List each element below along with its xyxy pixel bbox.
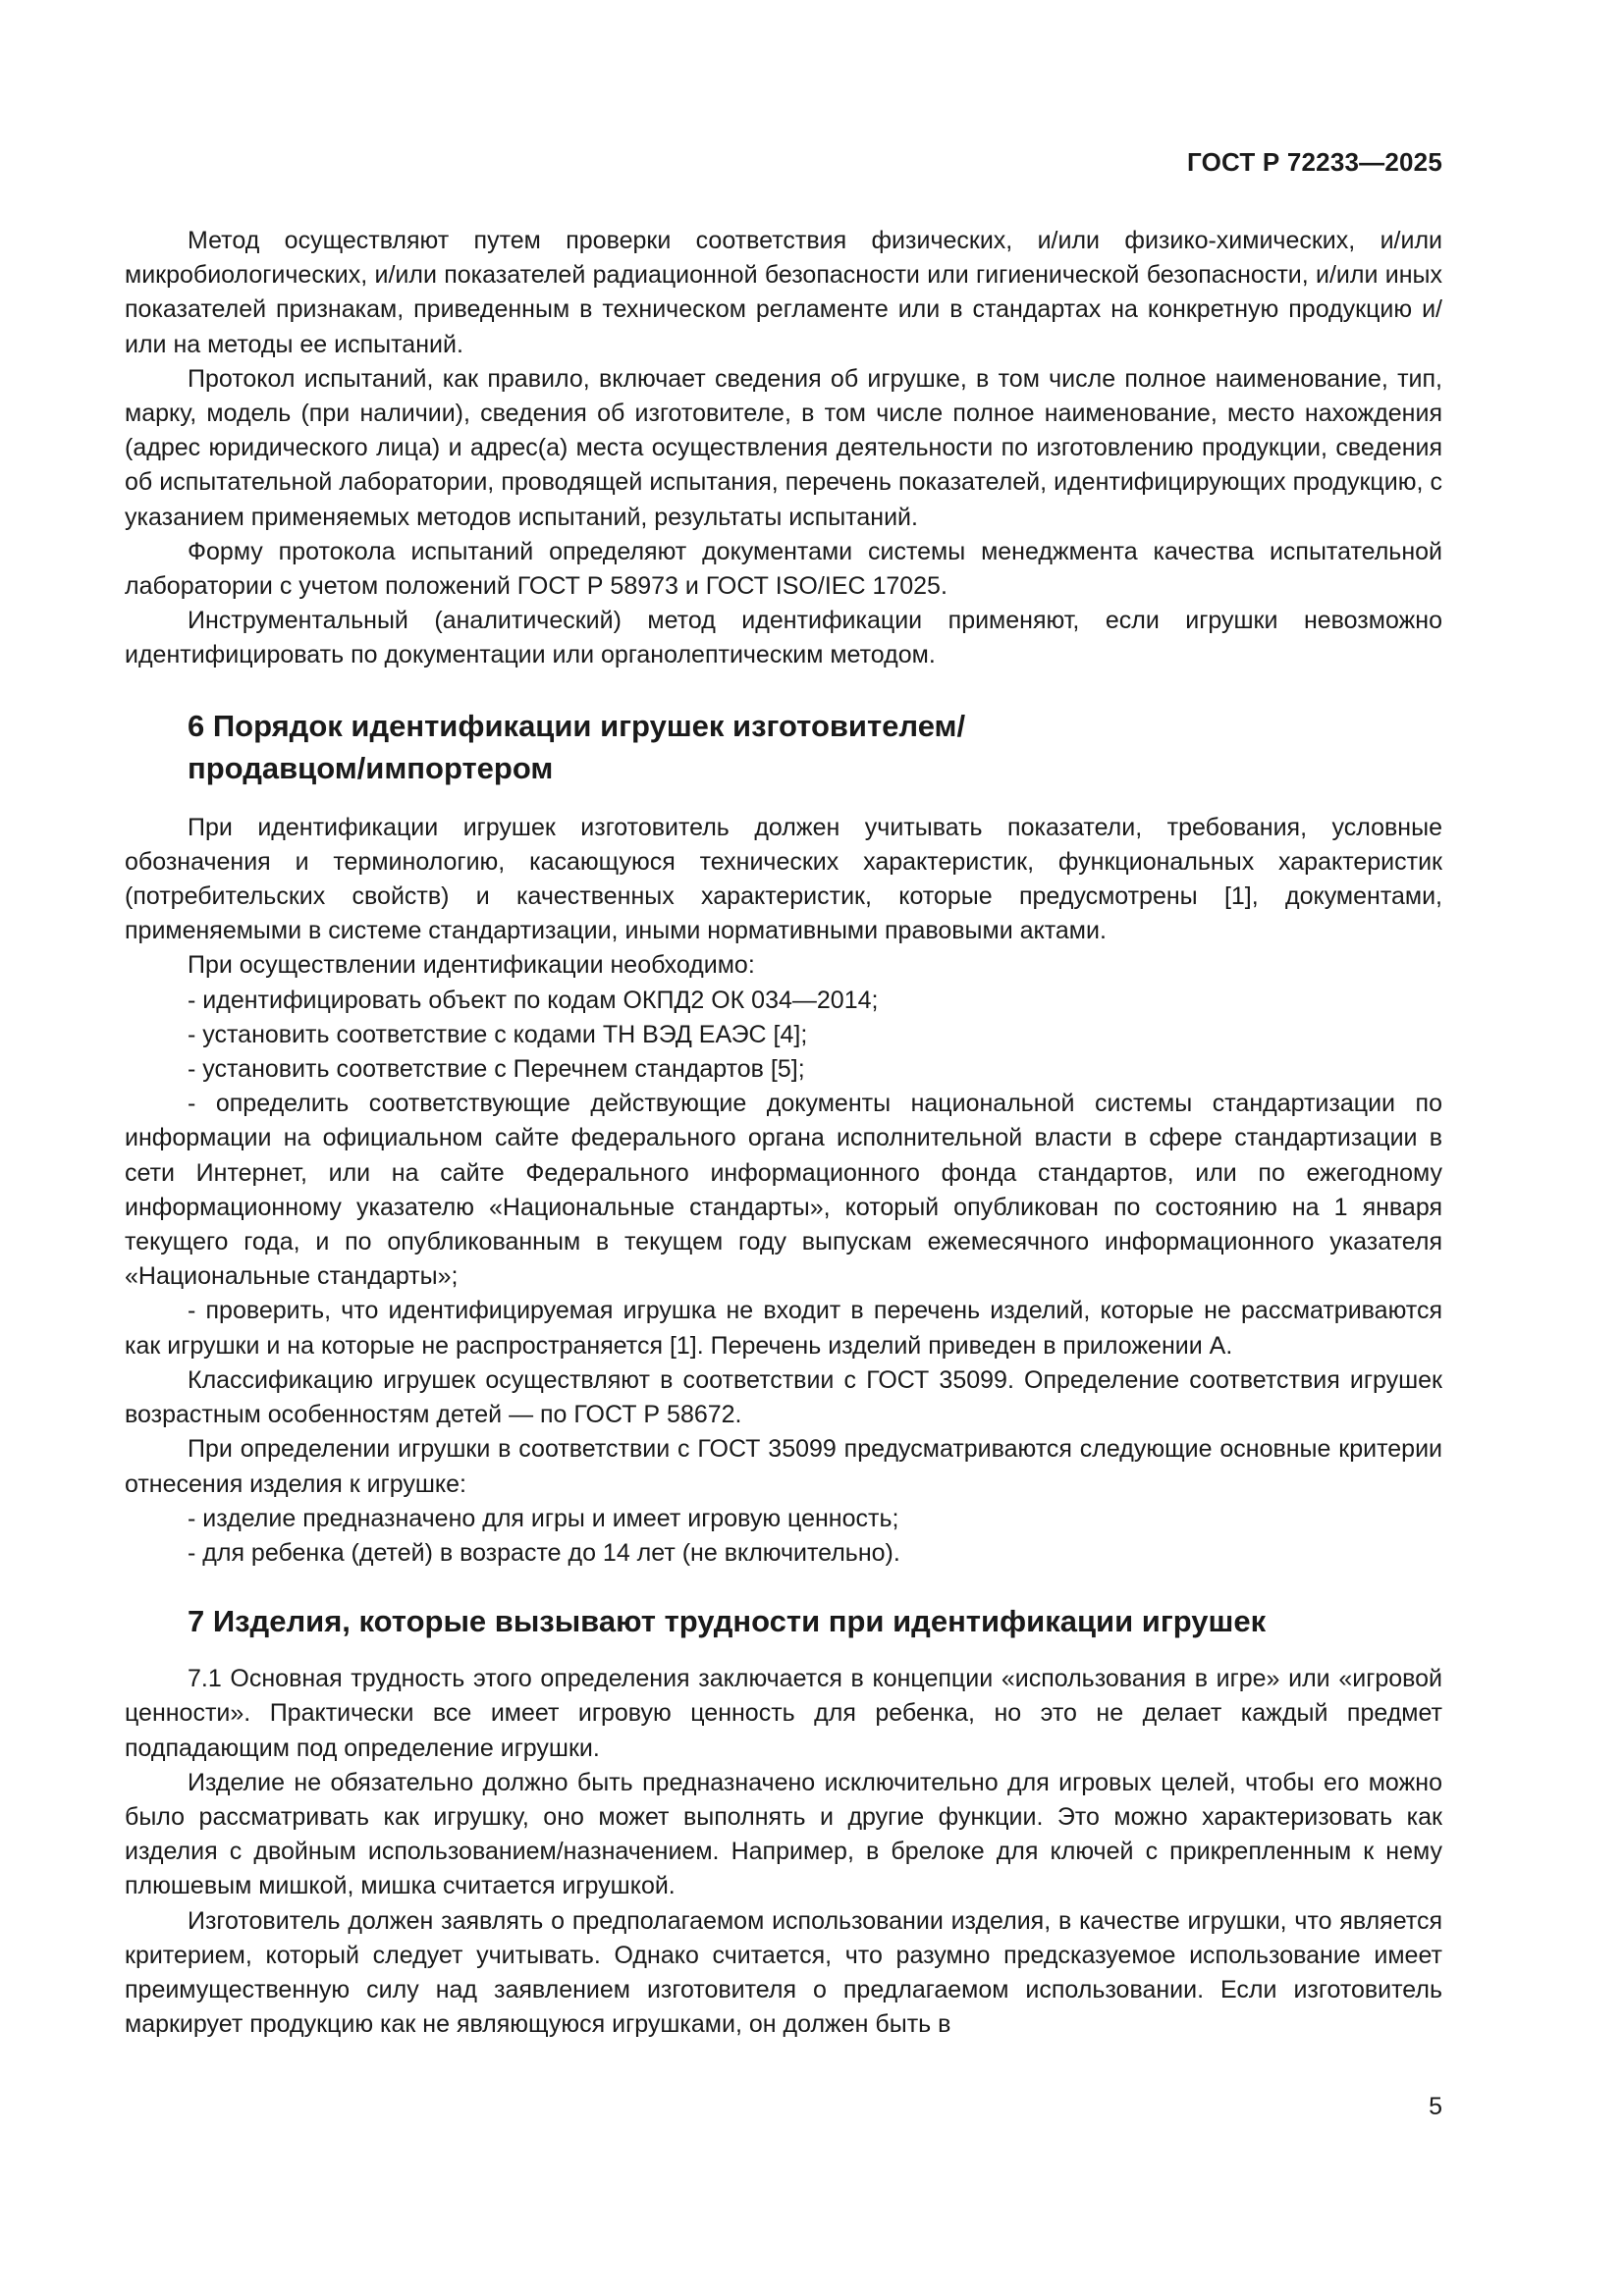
paragraph: Метод осуществляют путем проверки соответствия физических, и/или физико-химических, и/или микробиологических, и/или показателей радиационной безопасности или гигиенической безопасности, и/или иных показателей признакам, приведенным в техническом регламенте или в стандартах на конкретную продукцию и/или на методы ее испытаний. <box>125 227 1442 358</box>
paragraph: 7.1 Основная трудность этого определения заключается в концепции «использования в игре» или «игровой ценности». Практически все имеет игровую ценность для ребенка, но это не делает каждый предмет подпадающим под определение игрушки. <box>125 1665 1442 1762</box>
paragraph: Инструментальный (аналитический) метод идентификации применяют, если игрушки невозможно идентифицировать по документации или органолептическим методом. <box>125 607 1442 669</box>
list-item: - для ребенка (детей) в возрасте до 14 лет (не включительно). <box>188 1538 900 1567</box>
page-number: 5 <box>1429 2093 1442 2120</box>
section-6-heading-line-2: продавцом/импортером <box>188 750 554 785</box>
page-content <box>125 224 1442 2042</box>
paragraph: Изготовитель должен заявлять о предполагаемом использовании изделия, в качестве игрушки, что является критерием, который следует учитывать. Однако считается, что разумно предсказуемое использование имеет преимущественную силу над заявлением изготовителя о предлагаемом использовании. Если изготовитель маркирует продукцию как не являющуюся игрушками, он должен быть в <box>125 1906 1442 2039</box>
paragraph: При осуществлении идентификации необходимо: <box>188 951 755 980</box>
section-6-heading-line-1: 6 Порядок идентификации игрушек изготовителем/ <box>188 708 966 743</box>
paragraph: При идентификации игрушек изготовитель должен учитывать показатели, требования, условные обозначения и терминологию, касающуюся технических характеристик, функциональных характеристик (потребительских свойств) и качественных характеристик, которые предусмотрены [1], документами, применяемыми в системе стандартизации, иными нормативными правовыми актами. <box>125 813 1442 945</box>
list-item: - установить соответствие с кодами ТН ВЭД ЕАЭС [4]; <box>188 1020 808 1048</box>
list-item: - определить соответствующие действующие документы национальной системы стандартизации по информации на официальном сайте федерального органа исполнительной власти в сфере стандартизации в сети Интернет, или на сайте Федерального информационного фонда стандартов, или по ежегодному информационному указателю «Национальные стандарты», который опубликован по состоянию на 1 января текущего года, и по опубликованным в текущем году выпускам ежемесячного информационного указателя «Национальные стандарты»; <box>125 1090 1442 1291</box>
paragraph: Протокол испытаний, как правило, включает сведения об игрушке, в том числе полное наименование, тип, марку, модель (при наличии), сведения об изготовителе, в том числе полное наименование, место нахождения (адрес юридического лица) и адрес(а) места осуществления деятельности по изготовлению продукции, сведения об испытательной лаборатории, проводящей испытания, перечень показателей, идентифицирующих продукцию, с указанием применяемых методов испытаний, результаты испытаний. <box>125 364 1442 531</box>
paragraph: Форму протокола испытаний определяют документами системы менеджмента качества испытательной лаборатории с учетом положений ГОСТ Р 58973 и ГОСТ ISO/IEC 17025. <box>125 537 1442 601</box>
intro-block <box>125 224 1442 673</box>
paragraph: Изделие не обязательно должно быть предназначено исключительно для игровых целей, чтобы его можно было рассматривать как игрушку, оно может выполнять и другие функции. Это можно характеризовать как изделия с двойным использованием/назначением. Например, в брелоке для ключей с прикрепленным к нему плюшевым мишкой, мишка считается игрушкой. <box>125 1768 1442 1900</box>
list-item: - изделие предназначено для игры и имеет игровую ценность; <box>188 1504 899 1532</box>
list-item: - идентифицировать объект по кодам ОКПД2 ОК 034—2014; <box>188 986 879 1014</box>
section-7 <box>125 1600 1442 2042</box>
list-item: - установить соответствие с Перечнем стандартов [5]; <box>188 1055 805 1084</box>
paragraph: При определении игрушки в соответствии с ГОСТ 35099 предусматриваются следующие основные критерии отнесения изделия к игрушке: <box>125 1435 1442 1498</box>
document-code: ГОСТ Р 72233—2025 <box>1187 147 1442 177</box>
section-7-heading: 7 Изделия, которые вызывают трудности при идентификации игрушек <box>188 1604 1267 1639</box>
paragraph: Классификацию игрушек осуществляют в соответствии с ГОСТ 35099. Определение соответствия игрушек возрастным особенностям детей — по ГОСТ Р 58672. <box>125 1365 1442 1429</box>
section-6 <box>125 705 1442 1571</box>
list-item: - проверить, что идентифицируемая игрушка не входит в перечень изделий, которые не рассматриваются как игрушки и на которые не распространяется [1]. Перечень изделий приведен в приложении А. <box>125 1297 1442 1360</box>
section-6-heading <box>188 705 1442 789</box>
